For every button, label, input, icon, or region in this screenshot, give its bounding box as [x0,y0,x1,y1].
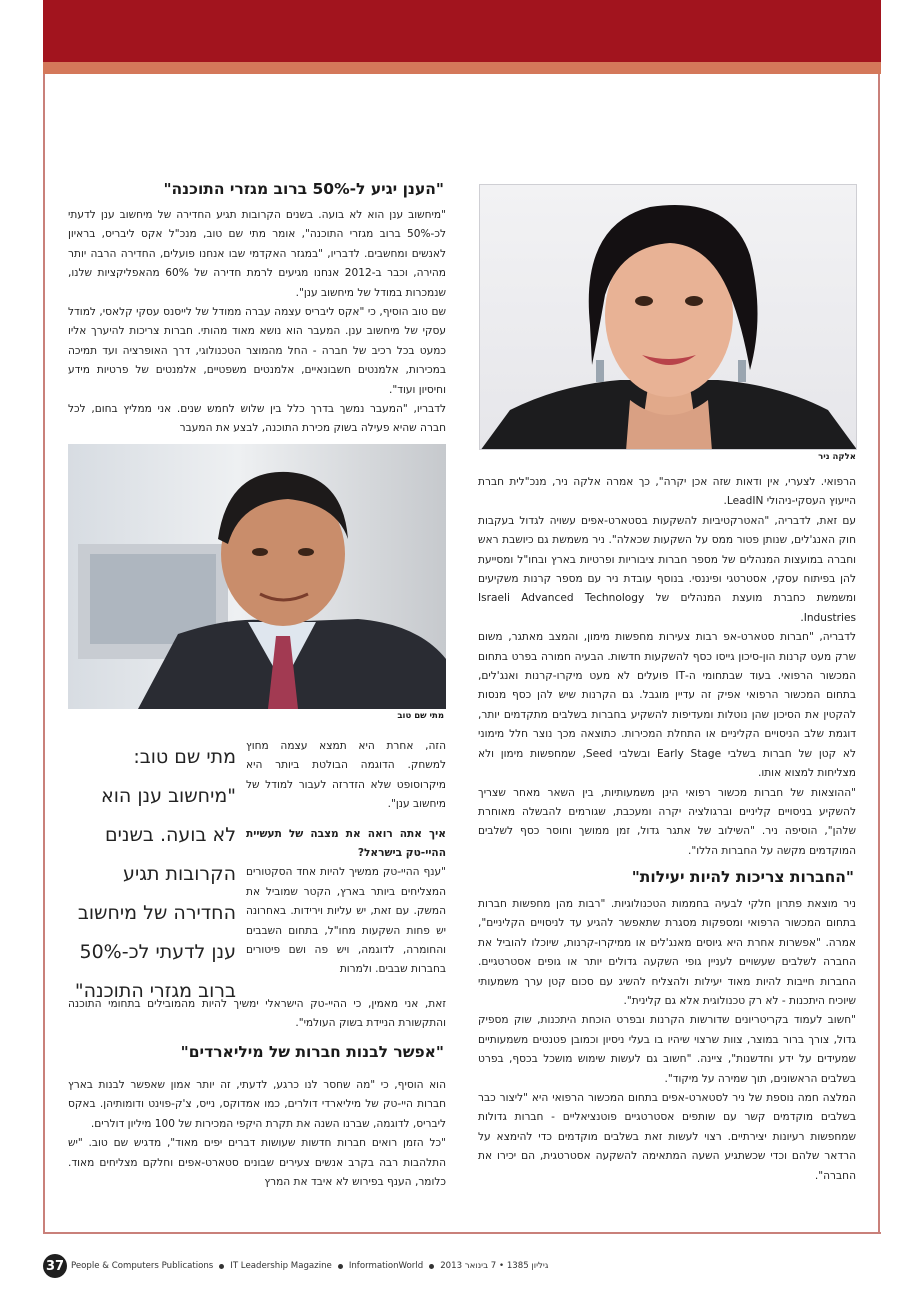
paragraph-bridge: זאת, אני מאמין, כי ההיי-טק הישראלי ימשיך להיות מהמובילים בתחומי התוכנה והתקשורת הניידת בשוק העולמי". [68,998,446,1030]
pull-quote-line: ברוב מגזרי התוכנה" [74,980,236,1002]
paragraph: "חשוב לעמוד בקריטריונים שדורשות הקרנות ובפרט הוכחת היתכנות, שוק מספיק גדול, צורך ברור במוצר, צוות שרצוי שיהיו בו בעלי ניסיון וכמובן פטנטים משמעותיים שמעידים על ידע וחדשנות", ציינה. "חשוב גם לעשות שימוש מושכל בכסף, בפרט בשלבים הראשונים, תוך שמירה על מיקוד". [478,1014,856,1085]
paragraph: "כל הזמן רואים חברות חדשות שעושות דברים יפים מאוד", מדגיש שם טוב. "יש התלהבות רבה בקרב אנשים צעירים שבונים סטארט-אפים וחלקם מצליחים מאוד. כלומר, הענף בפירוש לא איבד את המרץ [68,1137,446,1189]
page-frame-left [43,74,45,1232]
article-column-left-bottom [68,1076,446,1192]
page-frame-right [878,74,880,1232]
paragraph: לדבריו, "המעבר נמשך בדרך כלל בין שלוש לחמש שנים. אני ממליץ בחום, לכל חברה שהיא פעילה בשוק מכירת התוכנה, לבצע את המעבר [68,403,446,435]
article-column-right-lower [478,895,856,1186]
article-column-narrow [246,737,446,980]
footer-site: InformationWorld [348,1261,424,1271]
top-accent-stripe [43,62,881,74]
pull-quote-line: לא בועה. בשנים [105,824,236,846]
paragraph: "מיחשוב ענן הוא לא בועה. בשנים הקרובות תגיע החדירה של מיחשוב ענן לדעתי לכ-50% ברוב מגזרי התוכנה", אומר מתי שם טוב, מנכ"ל אקס ליבריס, בראיון לאנשים ומחשבים. לדבריו, "במגזר האקדמי שבו אנחנו פועלים, החדירה הרבה יותר מהירה, וכבר ב-2012 אנחנו מגיעים לרמת חדירה של 60% מהאפליקציות שלנו, שנמכרות במודל של מיחשוב ענן". [68,209,447,299]
headline-cloud: "הענן יגיע ל-50% ברוב מגזרי התוכנה" [163,180,444,198]
page-frame-bottom [43,1232,881,1234]
headline-billions: "אפשר לבנות חברות של מיליארדים" [180,1043,444,1061]
footer-magazine: IT Leadership Magazine [230,1261,332,1271]
paragraph: לדבריה, "חברות סטארט-אפ רבות צעירות מחפשות מימון, והמצב מאתגר, משום שרק מעט קרנות הון-סיכון גייסו כסף להשקעות חדשות. הבעיה חמורה בפרט בתחום המכשור הרפואי. בעוד שבתחומי ה-IT פועלים לא מעט מיקרו-קרנות ואנג'לים, בתחום המכשור הרפואי אפיק זה עדיין מוגבל. גם הקרנות שיש להן כסף מנסות להקטין את הסיכון שהן נוטלות ומעדיפות להשקיע בחברות בשלבים מתקדמים יותר, דוגמת שלב הניסויים הקליניים או התחלת המכירות. כתוצאה מכך נוצר חלל מימוני לא קטן של חברות בשלבי Early Stage ובשלבי Seed, שמחפשות מימון ולא מצליחות למצוא אותו. [478,631,856,780]
pull-quote-line: החדירה של מיחשוב [77,902,236,924]
paragraph: הזה, אחרת היא תמצא עצמה מחוץ למשחק. הדוגמה הבולטת ביותר היא מיקרוסופט שלא הזדרזה לעבור למודל של מיחשוב ענן". [246,740,446,811]
photo-elka-nir [479,184,857,450]
article-column-left-top [68,206,446,439]
pull-quote-line: ענן לדעתי לכ-50% [79,941,236,963]
headline-efficiency: "החברות צריכות להיות יעילות" [631,868,854,886]
paragraph: המלצה חמה נוספת של ניר לסטארט-אפים בתחום המכשור הרפואי היא "ליצור כבר בשלבים מוקדמים קשר עם שותפים אסטרטגיים פוטנציאליים - חברות גדולות שמחפשות רעיונות יצירתיים. רצוי לעשות זאת בשלבים מוקדמים כדי להימצא על הרדאר שלהם וכדי שכשתגיע השעה המתאימה להשקעה אסטרטגית, הם יכירו את החברה". [478,1092,856,1182]
footer-separator [219,1264,224,1269]
paragraph: עם זאת, לדבריה, "האטרקטיביות להשקעות בסטארט-אפים עשויה לגדול בעקבות חוק האנג'לים, שנותן פטור ממס על השקעות שכאלה". ניר משמשת גם כיושבת ראש וחברה במועצות המנהלים של מספר חברות ציבוריות ופרטיות בארץ ובחו"ל ומסייעת להן בפיתוח עסקי, אסטרטגי ופיננסי. בנוסף עובדת ניר עם מספר קרנות משקיעים ומשמשת כחברת מועצת המנהלים של Israeli Advanced Technology Industries. [478,514,856,624]
page-footer [43,1253,643,1279]
article-column-right [478,473,856,861]
pull-quote-line: מתי שם טוב: [133,746,236,768]
top-color-band [43,0,881,62]
footer-separator [429,1264,434,1269]
paragraph: ניר מוצאת פתרון חלקי לבעיה בחממות הטכנולוגיות. "רבות מהן מחפשות חברות בתחום המכשור הרפואי ומספקות מסגרת שתאפשר להגיע עד לניסויים הקליניים", אמרה. "אפשרות אחרת היא גיוסים מאנג'לים או ממיקרו-קרנות, שיוכלו להוביל את החברה לשלבים שעשויים לעניין גופי השקעה גדולים יותר או גופים אסטרטגיים. החברות חייבות להיות מאוד יעילות ולהצליח להשיג עם סכום קטן ערך משמעותי שיוכיח היתכנות - לא רק טכנולוגית אלא גם קלינית". [478,898,856,1008]
paragraph: הוא הוסיף, כי "מה שחסר לנו כרגע, לדעתי, זה יותר אמון שאפשר לבנות בארץ חברות היי-טק של מיליארדי דולרים, כמו אמדוקס, נייס, צ'ק-פוינט ודומותיהן. באקס ליבריס, לדוגמה, שברנו השנה את תקרת היקפי המכירות של 100 מיליון דולרים. [68,1079,446,1130]
paragraph: "ענף ההיי-טק ממשיך להיות אחד הסקטורים המצליחים ביותר בארץ, הקטר שמוביל את המשק. עם זאת, יש עליות וירידות. באחרונה יש פחות השקעות מחו"ל, בתחום השבבים והחומרה, לדוגמה, ויש פה ושם פיטורים בחברות שבבים. ולמרות [246,866,446,976]
pull-quote-line: "מיחשוב ענן הוא [101,785,236,807]
pull-quote-line: הקרובות תגיע [123,863,236,885]
caption-elka-nir: אלקה ניר [818,452,856,462]
page-number: 37 [43,1254,67,1278]
footer-issue: גיליון 1385 • 7 בינואר 2013 [440,1261,549,1271]
pull-quote [70,738,236,1011]
footer-separator [338,1264,343,1269]
caption-mati-shem-tov: מתי שם טוב [397,711,444,721]
footer-publisher: People & Computers Publications [71,1261,214,1271]
paragraph: הרפואי. לצערי, אין ודאות שזה אכן יקרה", כך אמרה אלקה ניר, מנכ"לית חברת הייעוץ העסקי-ניהולי LeadIN. [478,476,856,508]
interview-question: איך אתה רואה את מצבה של תעשיית ההיי-טק בישראל? [246,827,446,860]
photo-mati-shem-tov [68,444,446,709]
paragraph: שם טוב הוסיף, כי "אקס ליבריס עצמה עברה ממודל של לייסנס עסקי קלאסי, למודל עסקי של מיחשוב ענן. המעבר הוא נושא מאוד מהותי. חברות צריכות להיערך אליו כמעט בכל רכיב של חברה - החל מהמוצר הטכנולוגי, דרך האופרציה ועד תמיכה במכירות, אלמנטים חשבונאיים, אלמנטים משפטיים, אלמנטים של פרטיות מידע וחיסיון ועוד". [68,306,446,396]
paragraph: "ההוצאות של חברות מכשור רפואי הינן משמעותיות, בין השאר מאחר שצריך להשקיע בניסויים קליניים וברגולציה יקרה ומעכבת, שגורמים להבשלה מאוחרת שלהן", הוסיפה ניר. "השילוב של אתגר גדול, זמן ממושך וחוסר כסף לשלבים המוקדמים מקשה על החברות הללו". [478,786,856,857]
